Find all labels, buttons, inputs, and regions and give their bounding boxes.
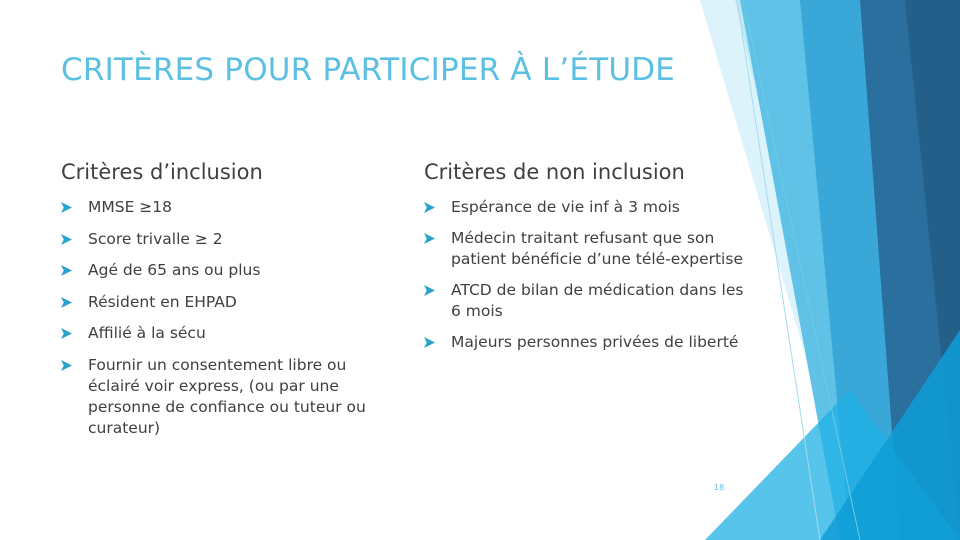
inclusion-criteria-list <box>61 197 391 449</box>
list-item-text: Médecin traitant refusant que son patient bénéficie d’une télé-expertise <box>451 229 743 268</box>
list-item <box>424 332 744 353</box>
diamond-arrow-bullet-icon <box>61 297 72 308</box>
list-item <box>424 280 744 322</box>
page-number: 18 <box>714 483 725 492</box>
list-item <box>61 229 391 250</box>
list-item <box>61 355 391 439</box>
diamond-arrow-bullet-icon <box>61 234 72 245</box>
slide-title: CRITÈRES POUR PARTICIPER À L’ÉTUDE <box>61 52 676 88</box>
list-item-text: Espérance de vie inf à 3 mois <box>451 198 680 216</box>
list-item-text: Agé de 65 ans ou plus <box>88 261 261 279</box>
diamond-arrow-bullet-icon <box>424 285 435 296</box>
list-item-text: Majeurs personnes privées de liberté <box>451 333 739 351</box>
exclusion-heading: Critères de non inclusion <box>424 160 685 184</box>
list-item <box>424 197 744 218</box>
list-item-text: Affilié à la sécu <box>88 324 206 342</box>
diamond-arrow-bullet-icon <box>61 360 72 371</box>
diamond-arrow-bullet-icon <box>424 337 435 348</box>
list-item-text: MMSE ≥18 <box>88 198 173 216</box>
list-item-text: Résident en EHPAD <box>88 292 237 311</box>
list-item <box>61 197 391 218</box>
diamond-arrow-bullet-icon <box>61 265 72 276</box>
exclusion-criteria-list <box>424 197 744 363</box>
list-item <box>61 323 391 344</box>
list-item-text: ATCD de bilan de médication dans les 6 mois <box>451 281 744 320</box>
inclusion-heading: Critères d’inclusion <box>61 160 263 184</box>
list-item-text: Fournir un consentement libre ou éclairé voir express, (ou par une personne de confiance ou tuteur ou curateur) <box>88 355 366 437</box>
list-item <box>61 260 391 281</box>
list-item <box>424 228 744 270</box>
diamond-arrow-bullet-icon <box>424 233 435 244</box>
diamond-arrow-bullet-icon <box>61 328 72 339</box>
list-item <box>61 292 391 313</box>
diamond-arrow-bullet-icon <box>424 202 435 213</box>
diamond-arrow-bullet-icon <box>61 202 72 213</box>
list-item-text: Score trivalle ≥ 2 <box>88 229 223 248</box>
